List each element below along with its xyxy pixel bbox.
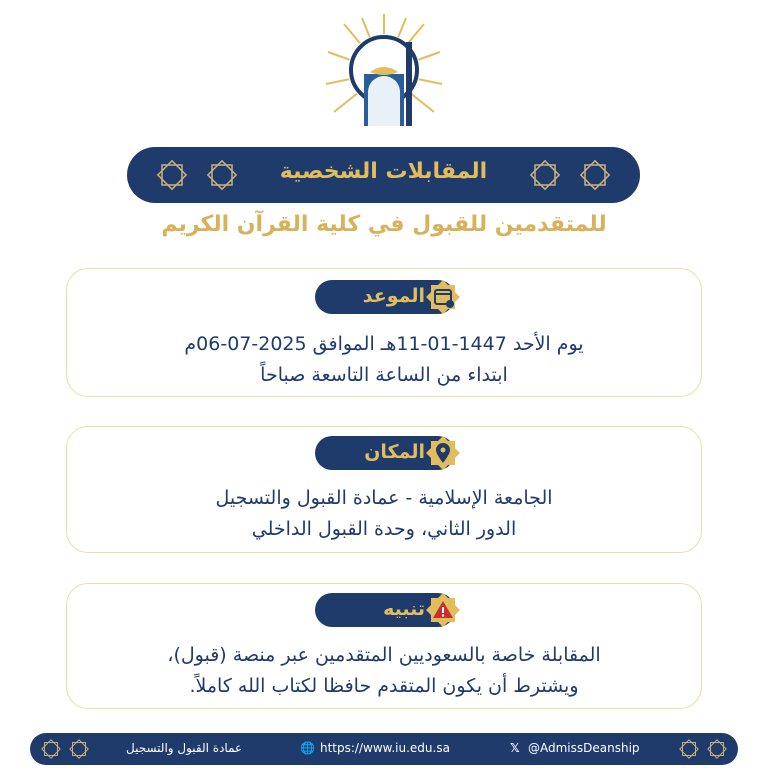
- section-label-pill: [315, 280, 455, 314]
- star-ornament-icon: [706, 738, 728, 760]
- section-label: المكان: [364, 441, 425, 463]
- star-ornament-icon: [528, 158, 562, 192]
- section-label: تنبيه: [383, 598, 425, 620]
- university-logo: [324, 12, 444, 130]
- notice-card: [66, 583, 702, 709]
- star-ornament-icon: [578, 158, 612, 192]
- section-label-pill: [315, 436, 455, 470]
- star-ornament-icon: [68, 738, 90, 760]
- star-ornament-icon: [678, 738, 700, 760]
- x-handle-link[interactable]: @AdmissDeanship: [528, 741, 640, 755]
- section-label-pill: [315, 593, 455, 627]
- section-label: الموعد: [362, 285, 425, 307]
- appointment-date: يوم الأحد 1447-01-11هـ الموافق 2025-07-06م: [184, 333, 584, 355]
- page-subtitle: للمتقدمين للقبول في كلية القرآن الكريم: [161, 212, 607, 237]
- notice-line-2: ويشترط أن يكون المتقدم حافظا لكتاب الله كاملاً.: [189, 675, 579, 697]
- website-link[interactable]: https://www.iu.edu.sa: [320, 741, 450, 755]
- location-pin-icon: [423, 433, 463, 473]
- globe-icon: 🌐: [300, 741, 315, 755]
- page-title: المقابلات الشخصية: [279, 159, 488, 184]
- appointment-time: ابتداء من الساعة التاسعة صباحاً: [260, 364, 508, 386]
- location-card: [66, 426, 702, 553]
- location-line-2: الدور الثاني، وحدة القبول الداخلي: [251, 518, 517, 540]
- calendar-icon: [423, 277, 463, 317]
- star-ornament-icon: [40, 738, 62, 760]
- notice-line-1: المقابلة خاصة بالسعوديين المتقدمين عبر منصة (قبول)،: [167, 644, 601, 666]
- title-banner: [127, 147, 640, 203]
- location-line-1: الجامعة الإسلامية - عمادة القبول والتسجيل: [215, 487, 553, 509]
- warning-icon: [423, 590, 463, 630]
- footer-bar: [30, 733, 738, 765]
- x-logo-icon: 𝕏: [510, 741, 520, 755]
- deanship-name: عمادة القبول والتسجيل: [126, 741, 243, 755]
- appointment-card: [66, 268, 702, 397]
